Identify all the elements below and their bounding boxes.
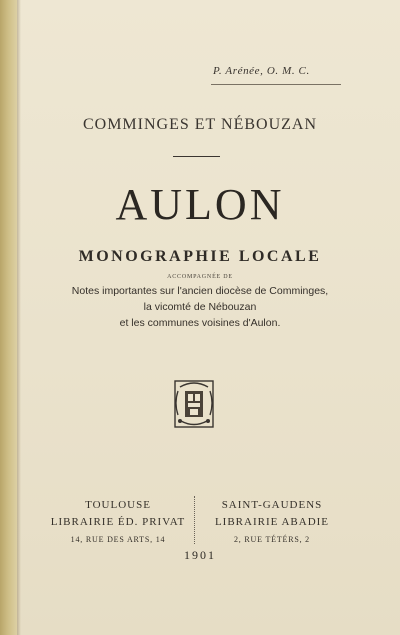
notes-line-1: Notes importantes sur l'ancien diocèse de Comminges, (71, 285, 329, 297)
publisher-left-address: 14, RUE DES ARTS, 14 (70, 535, 166, 544)
spine-shadow (17, 0, 21, 635)
book-title: AULON (115, 180, 285, 229)
heading-rule (173, 156, 220, 157)
subtitle-notes (40, 283, 360, 331)
region-heading: COMMINGES ET NÉBOUZAN (82, 116, 318, 133)
notes-line-2: la vicomté de Nébouzan (143, 301, 257, 313)
publisher-left-city: TOULOUSE (85, 499, 151, 511)
book-subtitle: MONOGRAPHIE LOCALE (78, 248, 322, 265)
book-spine-edge (0, 0, 17, 635)
printer-mark-ornament-icon (172, 379, 216, 429)
owner-stamp: P. Arénée, O. M. C. (213, 65, 310, 77)
publisher-right-city: SAINT-GAUDENS (221, 499, 323, 511)
publication-year: 1901 (184, 548, 216, 562)
notes-line-3: et les communes voisines d'Aulon. (119, 317, 281, 329)
publisher-right-house: LIBRAIRIE ABADIE (214, 516, 330, 528)
stamp-underline (211, 84, 341, 85)
publisher-right-address: 2, RUE TÉTÉRS, 2 (234, 535, 310, 544)
accompanied-by-label: ACCOMPAGNÉE DE (167, 274, 233, 280)
publisher-right (192, 497, 352, 548)
publisher-left-house: LIBRAIRIE ÉD. PRIVAT (50, 516, 186, 528)
publisher-left (38, 497, 198, 548)
